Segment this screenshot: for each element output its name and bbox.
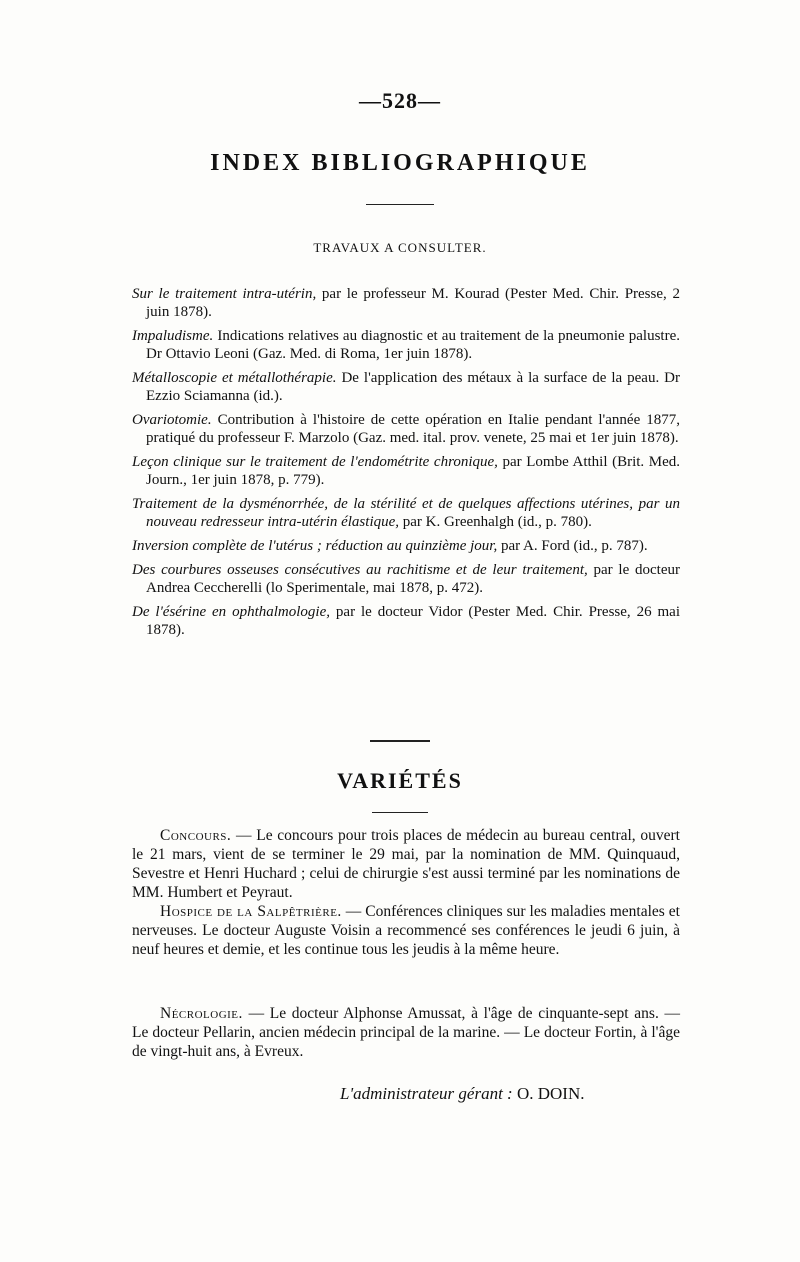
bibliography-entry: [132, 495, 680, 531]
entry-details: par le docteur Vidor (Pester Med. Chir. Presse, 26 mai 1878).: [146, 604, 680, 638]
news-heading: Hospice de la Salpêtrière.: [160, 903, 342, 920]
section-heading: TRAVAUX A CONSULTER.: [313, 240, 487, 255]
page-number: —528—: [359, 88, 441, 113]
entry-details: par K. Greenhalgh (id., p. 780).: [399, 514, 592, 530]
entry-title: De l'ésérine en ophthalmologie,: [132, 604, 330, 620]
signature-name: O. DOIN.: [512, 1084, 585, 1103]
bibliography-entry: [132, 561, 680, 597]
entry-title: Métalloscopie et métallothérapie.: [132, 370, 337, 386]
entry-details: par Lombe Atthil (Brit. Med. Journ., 1er juin 1878, p. 779).: [146, 454, 681, 488]
news-item-concours: [132, 826, 680, 902]
news-heading: Nécrologie.: [160, 1005, 243, 1022]
varietes-rule: [372, 812, 428, 813]
news-item-salpetriere: [132, 902, 680, 959]
section-divider: [370, 740, 430, 742]
title-rule: [366, 204, 434, 205]
entry-title: Inversion complète de l'utérus ; réduction au quinzième jour,: [132, 538, 498, 554]
entry-title: Traitement de la dysménorrhée, de la stérilité et de quelques affections utérines, par un nouveau redresseur intra-utérin élastique,: [132, 496, 680, 530]
signature: [340, 1084, 680, 1104]
entry-details: De l'application des métaux à la surface de la peau. Dr Ezzio Sciamanna (id.).: [146, 370, 681, 404]
entry-title: Ovariotomie.: [132, 412, 212, 428]
entry-title: Sur le traitement intra-utérin,: [132, 286, 317, 302]
entry-details: Indications relatives au diagnostic et au traitement de la pneumonie palustre. Dr Ottavio Leoni (Gaz. Med. di Roma, 1er juin 1878).: [146, 328, 680, 362]
bibliography-entry: [132, 537, 680, 555]
signature-label: L'administrateur gérant :: [340, 1084, 513, 1103]
bibliography-entry: [132, 285, 680, 321]
bibliography-list: [132, 285, 680, 645]
entry-details: par le professeur M. Kourad (Pester Med. Chir. Presse, 2 juin 1878).: [146, 286, 680, 320]
entry-title: Impaludisme.: [132, 328, 214, 344]
news-text: — Le concours pour trois places de médecin au bureau central, ouvert le 21 mars, vient de se terminer le 29 mai, par la nomination de MM. Quinquaud, Sevestre et Henri Huchard ; celui de chirurgie s'est aussi terminé par les nominations de MM. Humbert et Peyraut.: [132, 827, 680, 901]
bibliography-entry: [132, 603, 680, 639]
news-text: — Le docteur Alphonse Amussat, à l'âge de cinquante-sept ans. — Le docteur Pellarin, ancien médecin principal de la marine. — Le docteur Fortin, à l'âge de vingt-huit ans, à Evreux.: [132, 1005, 680, 1060]
entry-details: Contribution à l'histoire de cette opération en Italie pendant l'année 1877, pratiqué du professeur F. Marzolo (Gaz. med. ital. prov. venete, 25 mai et 1er juin 1878).: [146, 412, 680, 446]
entry-title: Leçon clinique sur le traitement de l'endométrite chronique,: [132, 454, 498, 470]
index-title: INDEX BIBLIOGRAPHIQUE: [210, 150, 590, 176]
bibliography-entry: [132, 369, 680, 405]
news-heading: Concours.: [160, 827, 232, 844]
entry-title: Des courbures osseuses consécutives au rachitisme et de leur traitement,: [132, 562, 588, 578]
varietes-title: VARIÉTÉS: [337, 768, 463, 793]
bibliography-entry: [132, 411, 680, 447]
news-item-necrologie: [132, 1004, 680, 1061]
news-text: — Conférences cliniques sur les maladies mentales et nerveuses. Le docteur Auguste Voisin a recommencé ses conférences le jeudi 6 juin, à neuf heures et demie, et les continue tous les jeudis à la même heure.: [132, 903, 680, 958]
entry-details: par le docteur Andrea Ceccherelli (lo Sperimentale, mai 1878, p. 472).: [146, 562, 680, 596]
bibliography-entry: [132, 453, 680, 489]
entry-details: par A. Ford (id., p. 787).: [497, 538, 648, 554]
bibliography-entry: [132, 327, 680, 363]
